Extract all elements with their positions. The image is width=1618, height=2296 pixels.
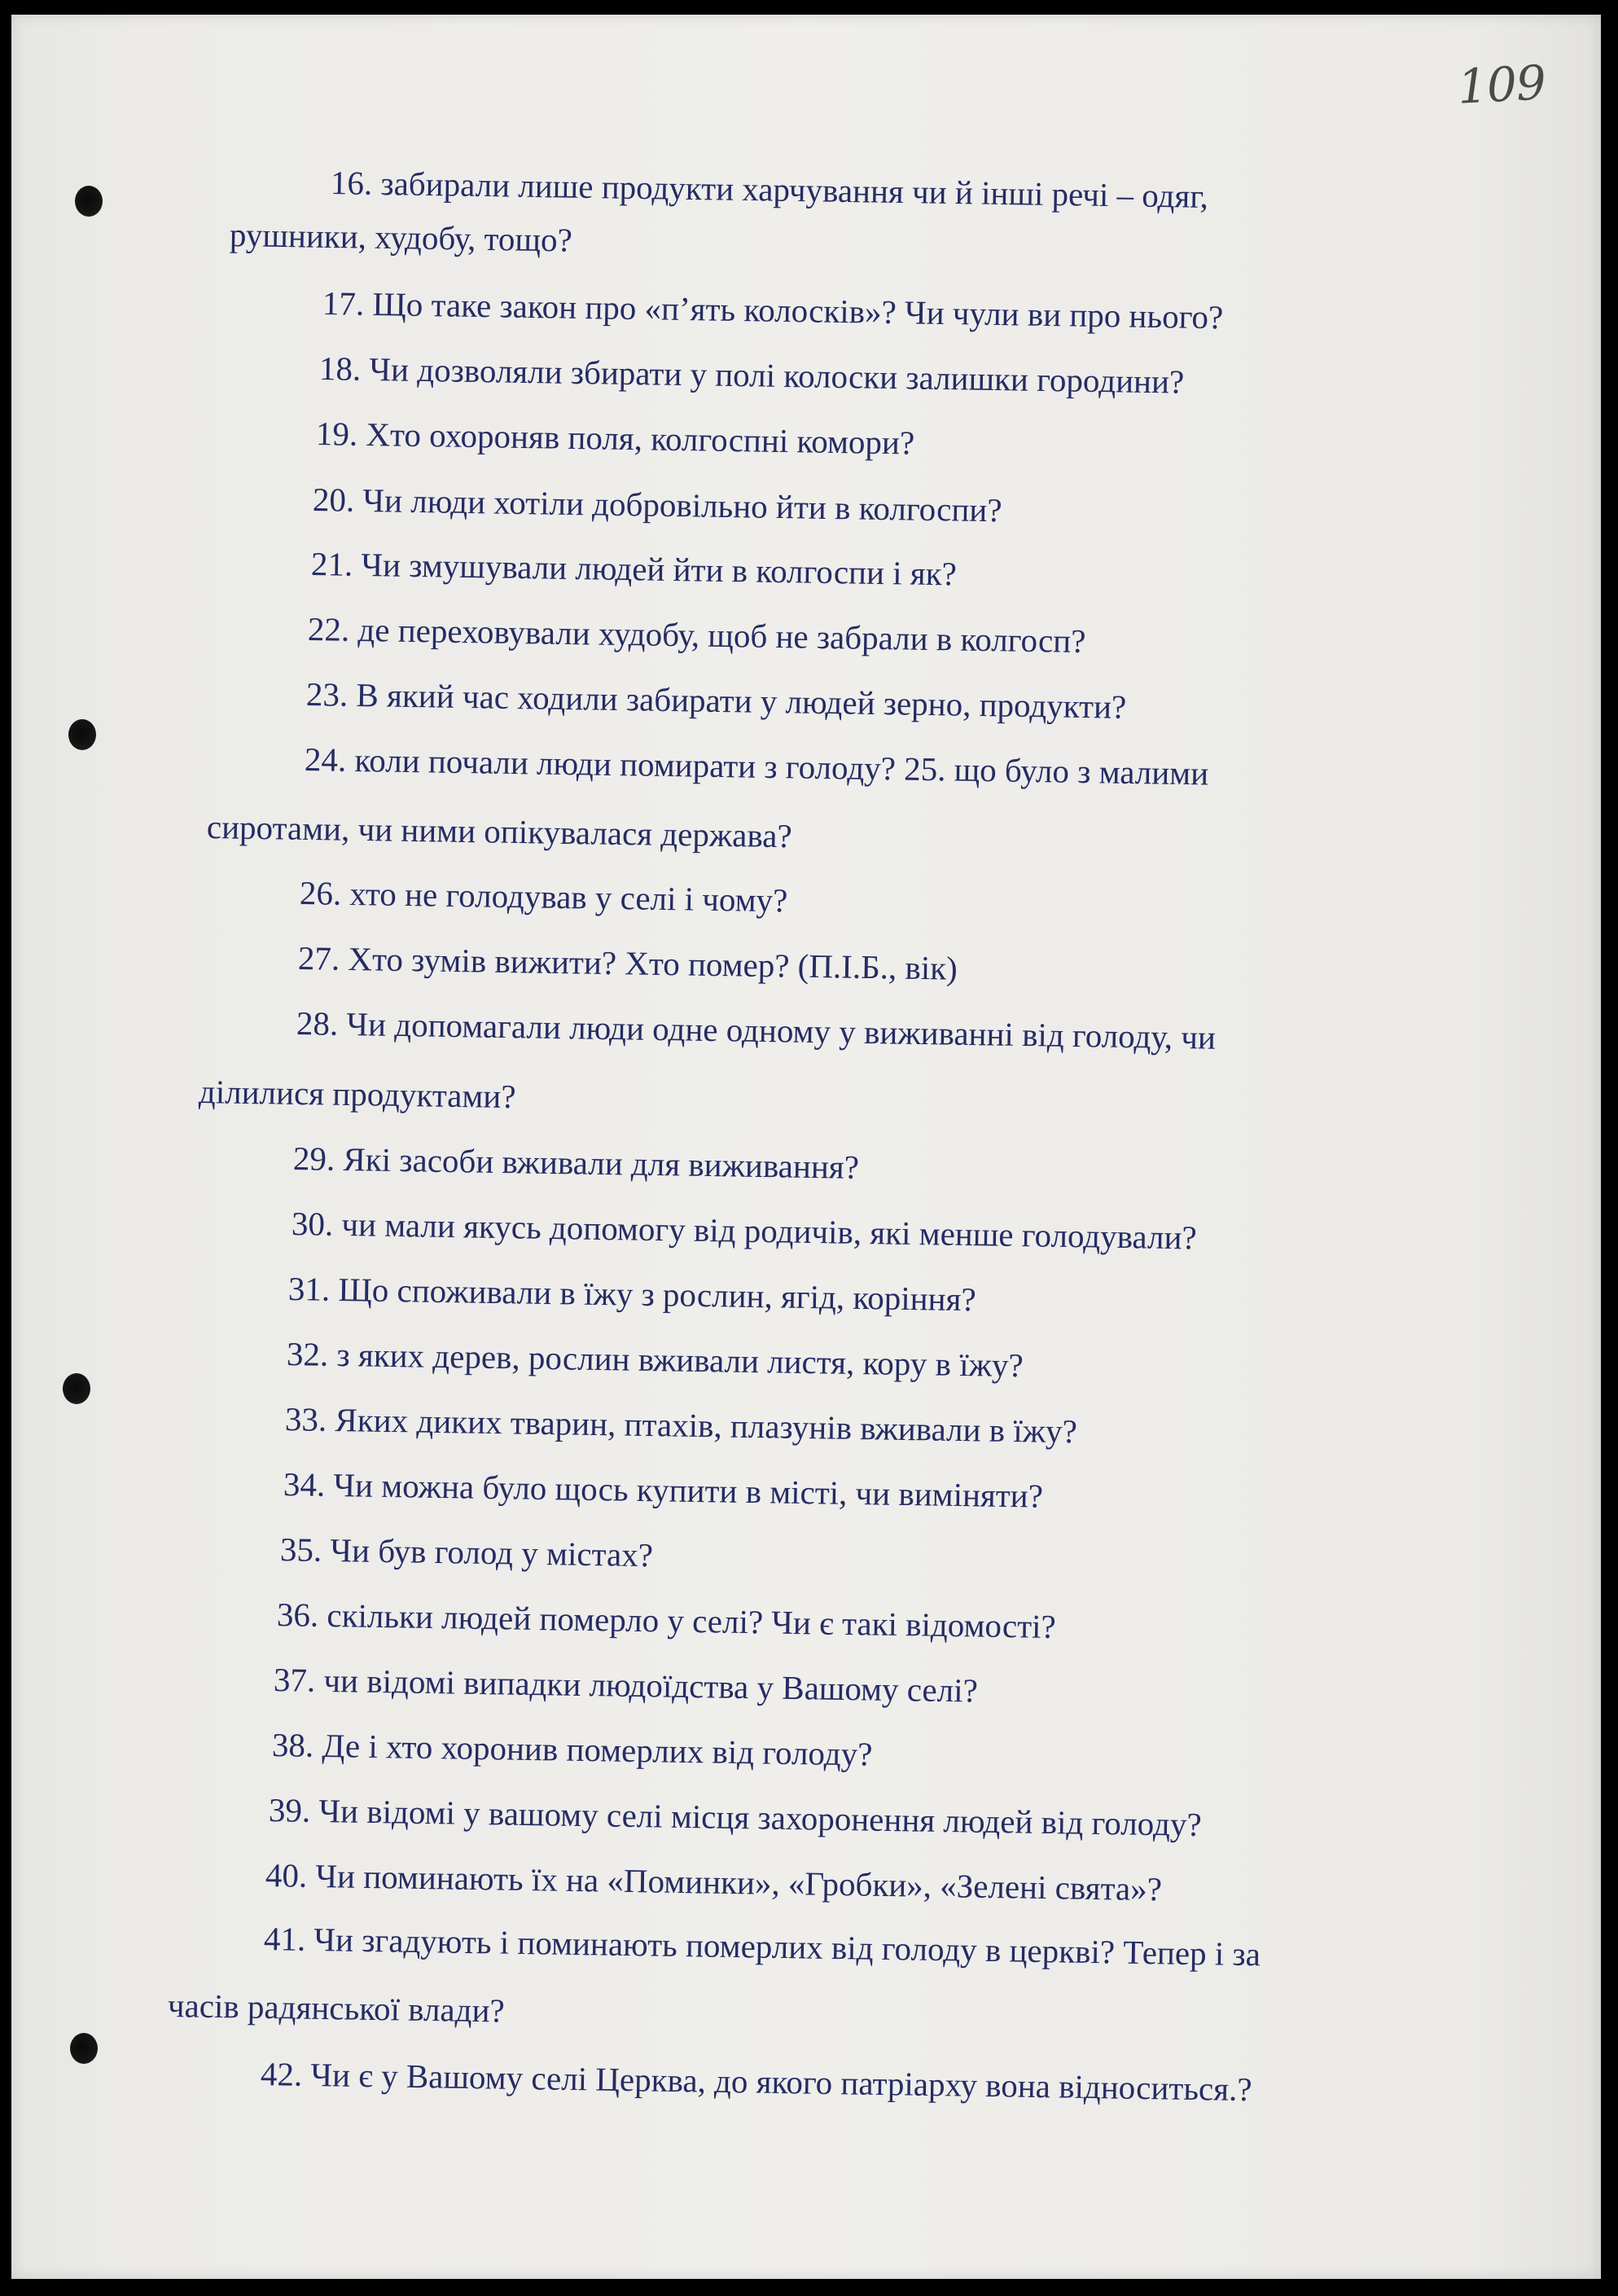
question-27: 27. Хто зумів вижити? Хто помер? (П.І.Б., вік) bbox=[297, 939, 958, 987]
question-41-line-2: часів радянської влади? bbox=[167, 1987, 506, 2030]
question-29: 29. Які засоби вживали для виживання? bbox=[292, 1139, 860, 1186]
question-23: 23. В який час ходили забирати у людей зерно, продукти? bbox=[305, 675, 1127, 726]
question-39: 39. Чи відомі у вашому селі місця захоронення людей від голоду? bbox=[268, 1791, 1202, 1843]
question-36: 36. скільки людей померло у селі? Чи є такі відомості? bbox=[276, 1596, 1057, 1646]
punch-hole-4 bbox=[70, 2033, 98, 2064]
question-41-line-1: 41. Чи згадують і поминають померлих від голоду в церкві? Тепер і за bbox=[263, 1920, 1261, 1973]
question-22: 22. де переховували худобу, щоб не забрали в колгосп? bbox=[307, 610, 1086, 661]
question-24-line-1: 24. коли почали люди помирати з голоду? 25. що було з малими bbox=[304, 740, 1209, 792]
question-16-line-1: 16. забирали лише продукти харчування чи й інші речі – одяг, bbox=[330, 164, 1209, 215]
question-33: 33. Яких диких тварин, птахів, плазунів вживали в їжу? bbox=[284, 1400, 1078, 1451]
question-38: 38. Де і хто хоронив померлих від голоду? bbox=[271, 1726, 873, 1773]
question-31: 31. Що споживали в їжу з рослин, ягід, коріння? bbox=[287, 1270, 976, 1319]
question-30: 30. чи мали якусь допомогу від родичів, які менше голодували? bbox=[291, 1205, 1198, 1257]
question-16-line-2: рушники, худобу, тощо? bbox=[229, 216, 573, 259]
question-37: 37. чи відомі випадки людоїдства у Вашому селі? bbox=[273, 1661, 979, 1710]
question-19: 19. Хто охороняв поля, колгоспні комори? bbox=[315, 415, 915, 462]
question-18: 18. Чи дозволяли збирати у полі колоски залишки городини? bbox=[318, 349, 1185, 401]
question-21: 21. Чи змушували людей йти в колгоспи і як? bbox=[310, 545, 958, 593]
question-25-line-2: сиротами, чи ними опікувалася держава? bbox=[206, 808, 793, 855]
question-40: 40. Чи поминають їх на «Поминки», «Гробки», «Зелені свята»? bbox=[265, 1856, 1163, 1908]
question-28-line-1: 28. Чи допомагали люди одне одному у виживанні від голоду, чи bbox=[296, 1004, 1217, 1056]
document-page bbox=[11, 15, 1601, 2279]
question-28-line-2: ділилися продуктами? bbox=[198, 1073, 516, 1116]
question-42: 42. Чи є у Вашому селі Церква, до якого патріарху вона відноситься.? bbox=[260, 2055, 1252, 2109]
question-32: 32. з яких дерев, рослин вживали листя, кору в їжу? bbox=[286, 1335, 1024, 1385]
question-34: 34. Чи можна було щось купити в місті, чи виміняти? bbox=[283, 1465, 1044, 1515]
punch-hole-1 bbox=[75, 186, 103, 217]
question-26: 26. хто не голодував у селі і чому? bbox=[299, 874, 788, 920]
punch-hole-2 bbox=[68, 719, 96, 750]
question-17: 17. Що таке закон про «п’ять колосків»? Чи чули ви про нього? bbox=[322, 284, 1224, 336]
question-35: 35. Чи був голод у містах? bbox=[279, 1530, 654, 1574]
question-20: 20. Чи люди хотіли добровільно йти в колгоспи? bbox=[312, 481, 1002, 529]
page-number: 109 bbox=[1456, 55, 1547, 115]
punch-hole-3 bbox=[63, 1373, 90, 1404]
